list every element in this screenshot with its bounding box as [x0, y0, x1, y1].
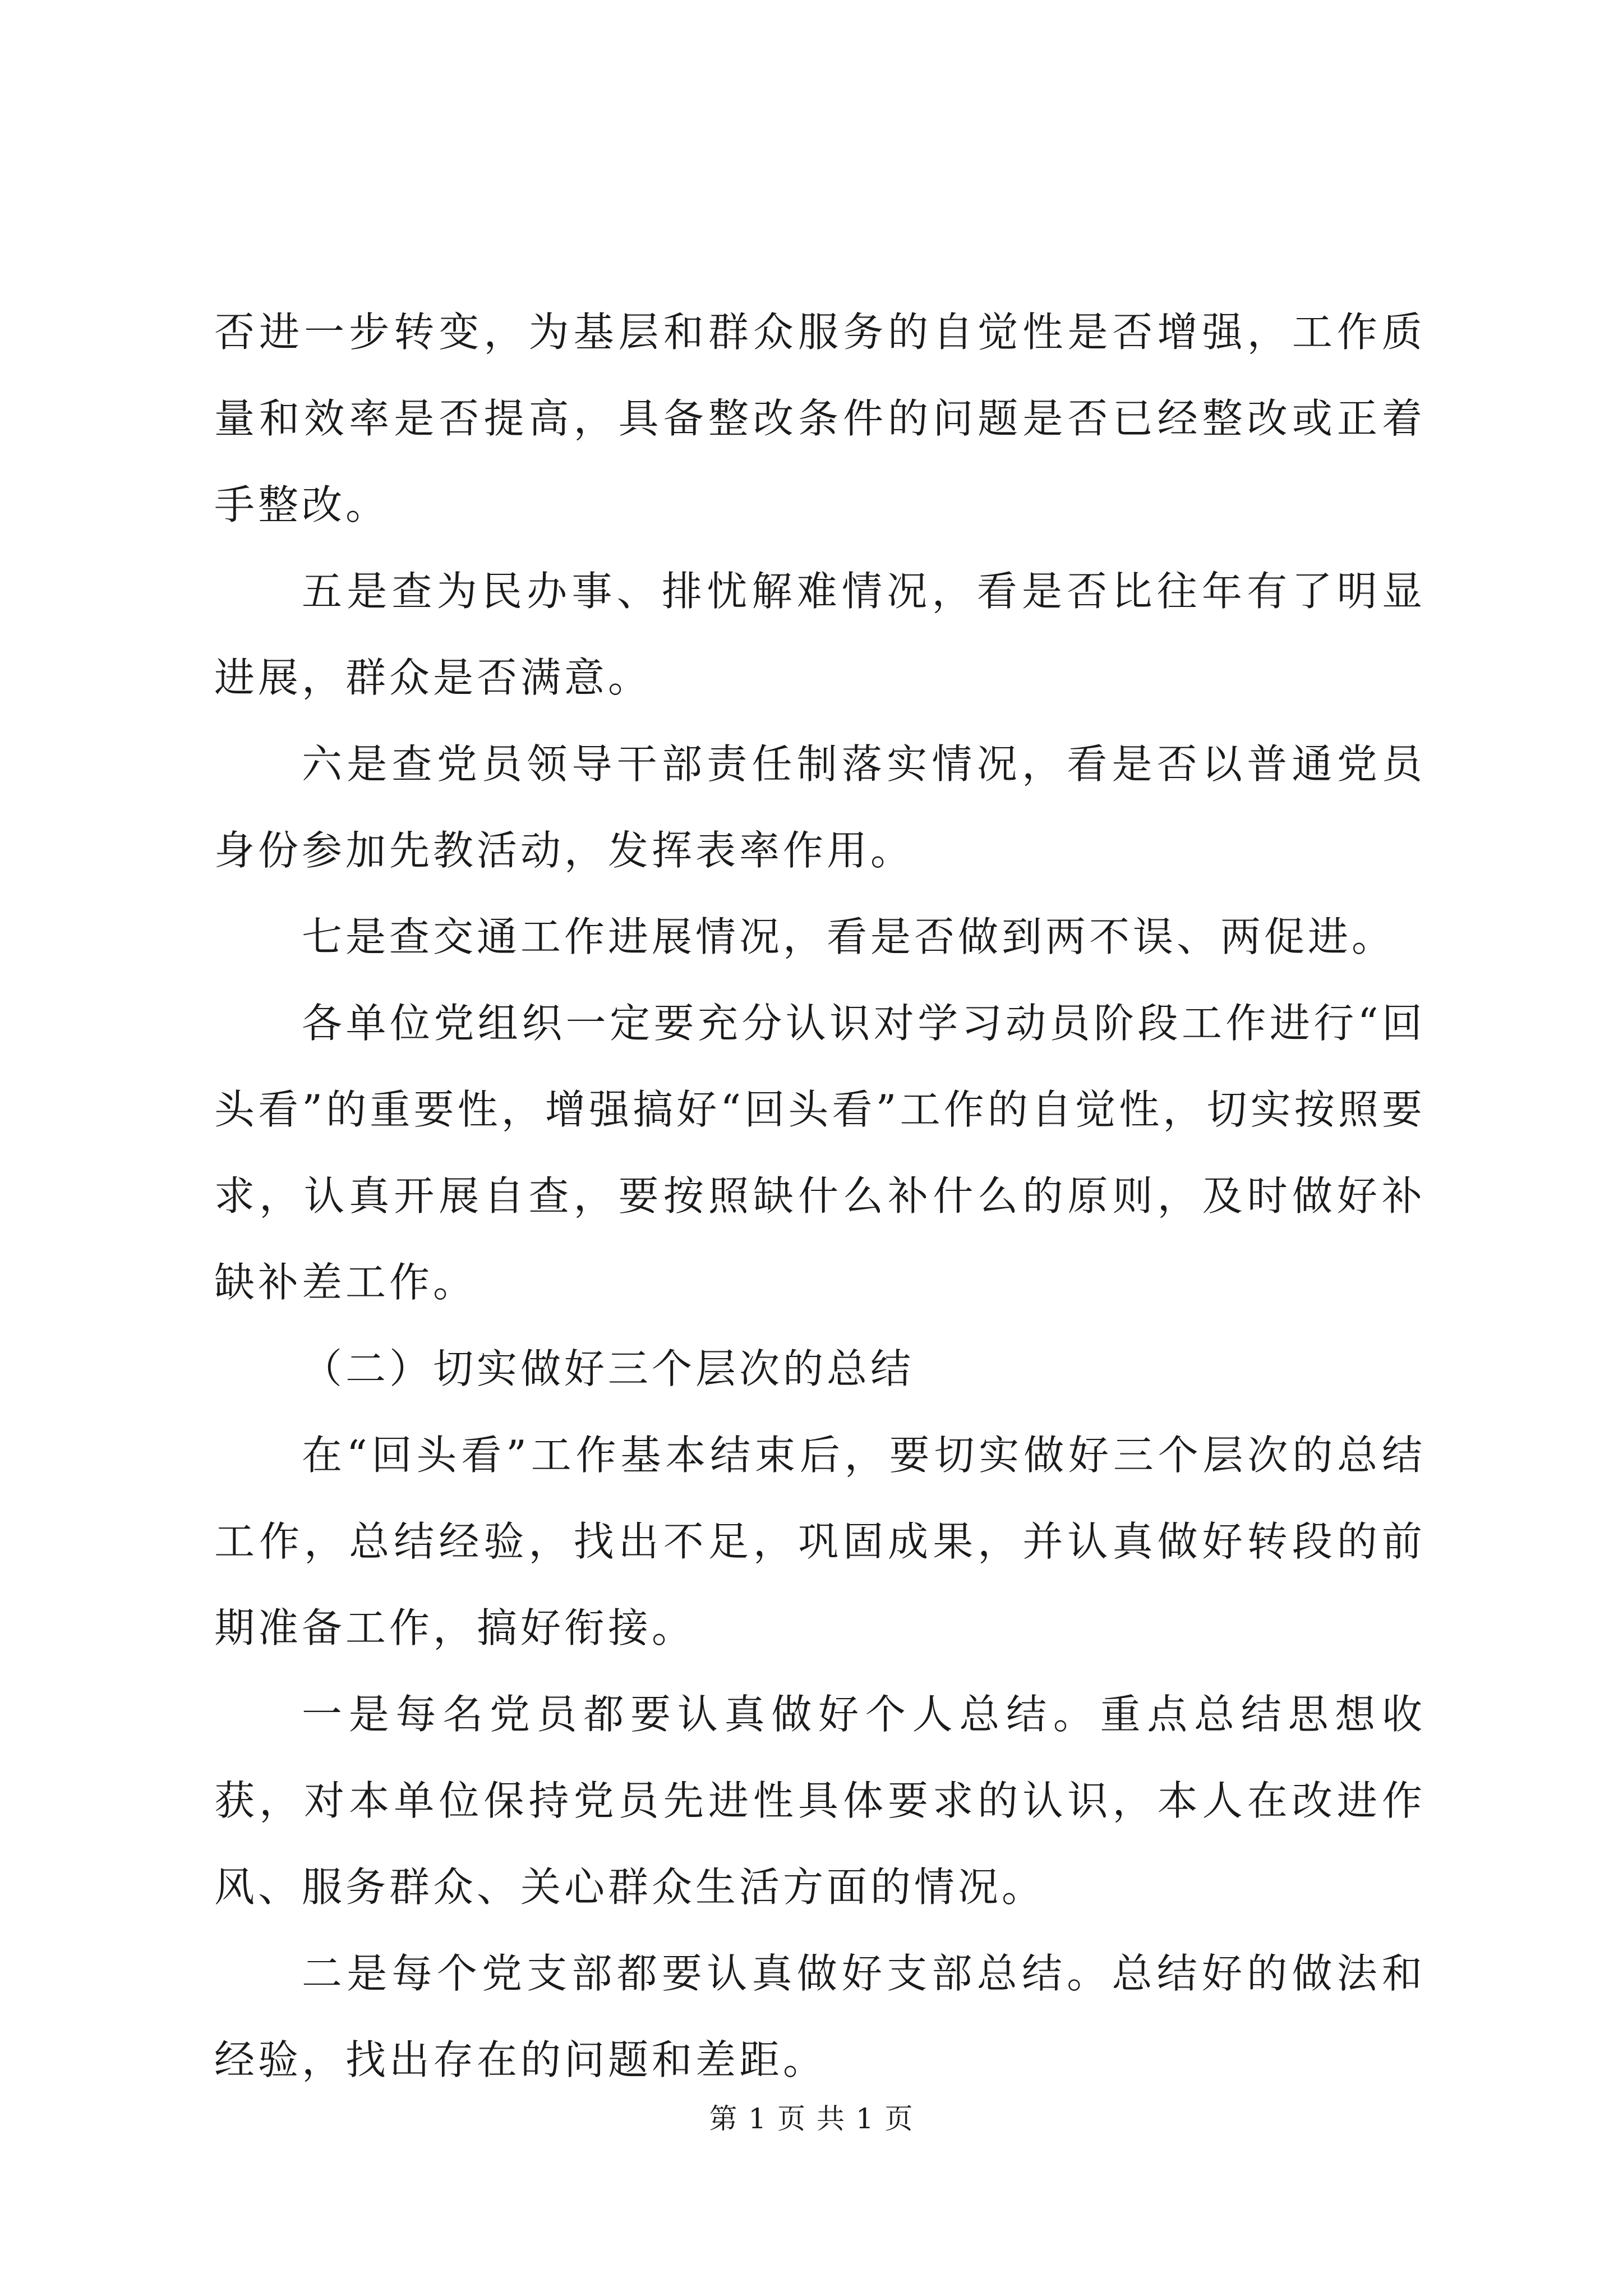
section-heading: （二）切实做好三个层次的总结 [302, 1345, 915, 1392]
paragraph-item-6: 六是查党员领导干部责任制落实情况，看是否以普通党员身份参加先教活动，发挥表率作用。 [214, 740, 1426, 874]
paragraph-summary-intro: 在“回头看”工作基本结束后，要切实做好三个层次的总结工作，总结经验，找出不足，巩固成果，并认真做好转段的前期准备工作，搞好衔接。 [214, 1432, 1426, 1651]
paragraph-item-7: 七是查交通工作进展情况，看是否做到两不误、两促进。 [302, 913, 1396, 960]
paragraph-item-5: 五是查为民办事、排忧解难情况，看是否比往年有了明显进展，群众是否满意。 [214, 568, 1426, 701]
paragraph-summary-2: 二是每个党支部都要认真做好支部总结。总结好的做法和经验，找出存在的问题和差距。 [214, 1950, 1426, 2083]
paragraph-summary-1: 一是每名党员都要认真做好个人总结。重点总结思想收获，对本单位保持党员先进性具体要求的认识，本人在改进作风、服务群众、关心群众生活方面的情况。 [214, 1691, 1426, 1911]
paragraph-requirement: 各单位党组织一定要充分认识对学习动员阶段工作进行“回头看”的重要性，增强搞好“回头看”工作的自觉性，切实按照要求，认真开展自查，要按照缺什么补什么的原则，及时做好补缺补差工作。 [214, 1000, 1426, 1306]
document-body [214, 289, 1426, 2103]
page-footer: 第 1 页 共 1 页 [709, 2102, 914, 2135]
paragraph-continuation: 否进一步转变，为基层和群众服务的自觉性是否增强，工作质量和效率是否提高，具备整改条件的问题是否已经整改或正着手整改。 [214, 309, 1426, 528]
